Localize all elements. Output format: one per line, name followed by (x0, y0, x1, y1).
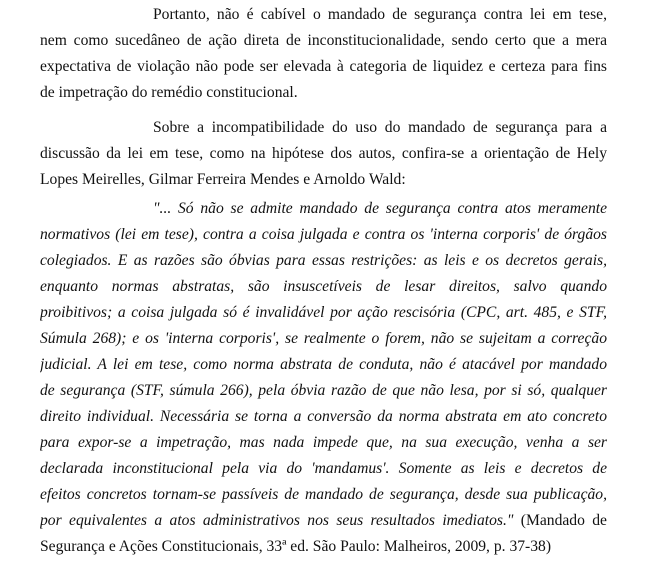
quote-line: Súmula 268); e os 'interna corporis', se realmente o forem, não se sujeitam a correção (40, 330, 607, 347)
quote-closing-line (40, 508, 607, 534)
quote-line: judicial. A lei em tese, como norma abstrata de conduta, não é atacável por mandado (40, 356, 607, 373)
quote-line: colegiados. E as razões são óbvias para essas restrições: as leis e os decretos gerais, (40, 252, 607, 269)
quote-line: de segurança (STF, súmula 266), pela óbvia razão de que não lesa, por si só, qualquer (40, 382, 607, 399)
paragraph-1 (40, 2, 607, 106)
paragraph-1-line: de impetração do remédio constitucional. (40, 84, 298, 101)
quote-line: enquanto normas abstratas, são insuscetíveis de lesar direitos, salvo quando (40, 278, 607, 295)
paragraph-2-line: Lopes Meirelles, Gilmar Ferreira Mendes e Arnoldo Wald: (40, 171, 406, 188)
quote-line: efeitos concretos tornam-se passíveis de mandado de segurança, desde sua publicação, (40, 486, 607, 503)
paragraph-2 (40, 115, 607, 193)
citation-start: (Mandado de (520, 512, 607, 529)
block-quote (40, 196, 607, 560)
paragraph-1-line: nem como sucedâneo de ação direta de inconstitucionalidade, sendo certo que a mera (40, 32, 607, 49)
quote-line: declarada inconstitucional pela via do 'mandamus'. Somente as leis e decretos de (40, 460, 607, 477)
quote-line: para expor-se a impetração, mas nada impede que, na sua execução, venha a ser (40, 434, 607, 451)
paragraph-1-line: Portanto, não é cabível o mandado de segurança contra lei em tese, (153, 6, 607, 23)
quote-line: proibitivos; a coisa julgada só é invalidável por ação rescisória (CPC, art. 485, e STF, (40, 304, 607, 321)
paragraph-2-line: Sobre a incompatibilidade do uso do mandado de segurança para a (153, 119, 607, 136)
quote-line: direito individual. Necessária se torna a conversão da norma abstrata em ato concreto (40, 408, 607, 425)
citation-line: Segurança e Ações Constitucionais, 33ª ed. São Paulo: Malheiros, 2009, p. 37-38) (40, 538, 552, 555)
paragraph-2-line: discussão da lei em tese, como na hipótese dos autos, confira-se a orientação de Hely (40, 145, 607, 162)
quote-line: normativos (lei em tese), contra a coisa julgada e contra os 'interna corporis' de órgãos (40, 226, 607, 243)
quote-line: "... Só não se admite mandado de segurança contra atos meramente (153, 200, 607, 217)
quote-closing-italic: por equivalentes a atos administrativos nos seus resultados imediatos." (40, 512, 514, 529)
paragraph-1-line: expectativa de violação não pode ser elevada à categoria de liquidez e certeza para fins (40, 58, 607, 75)
